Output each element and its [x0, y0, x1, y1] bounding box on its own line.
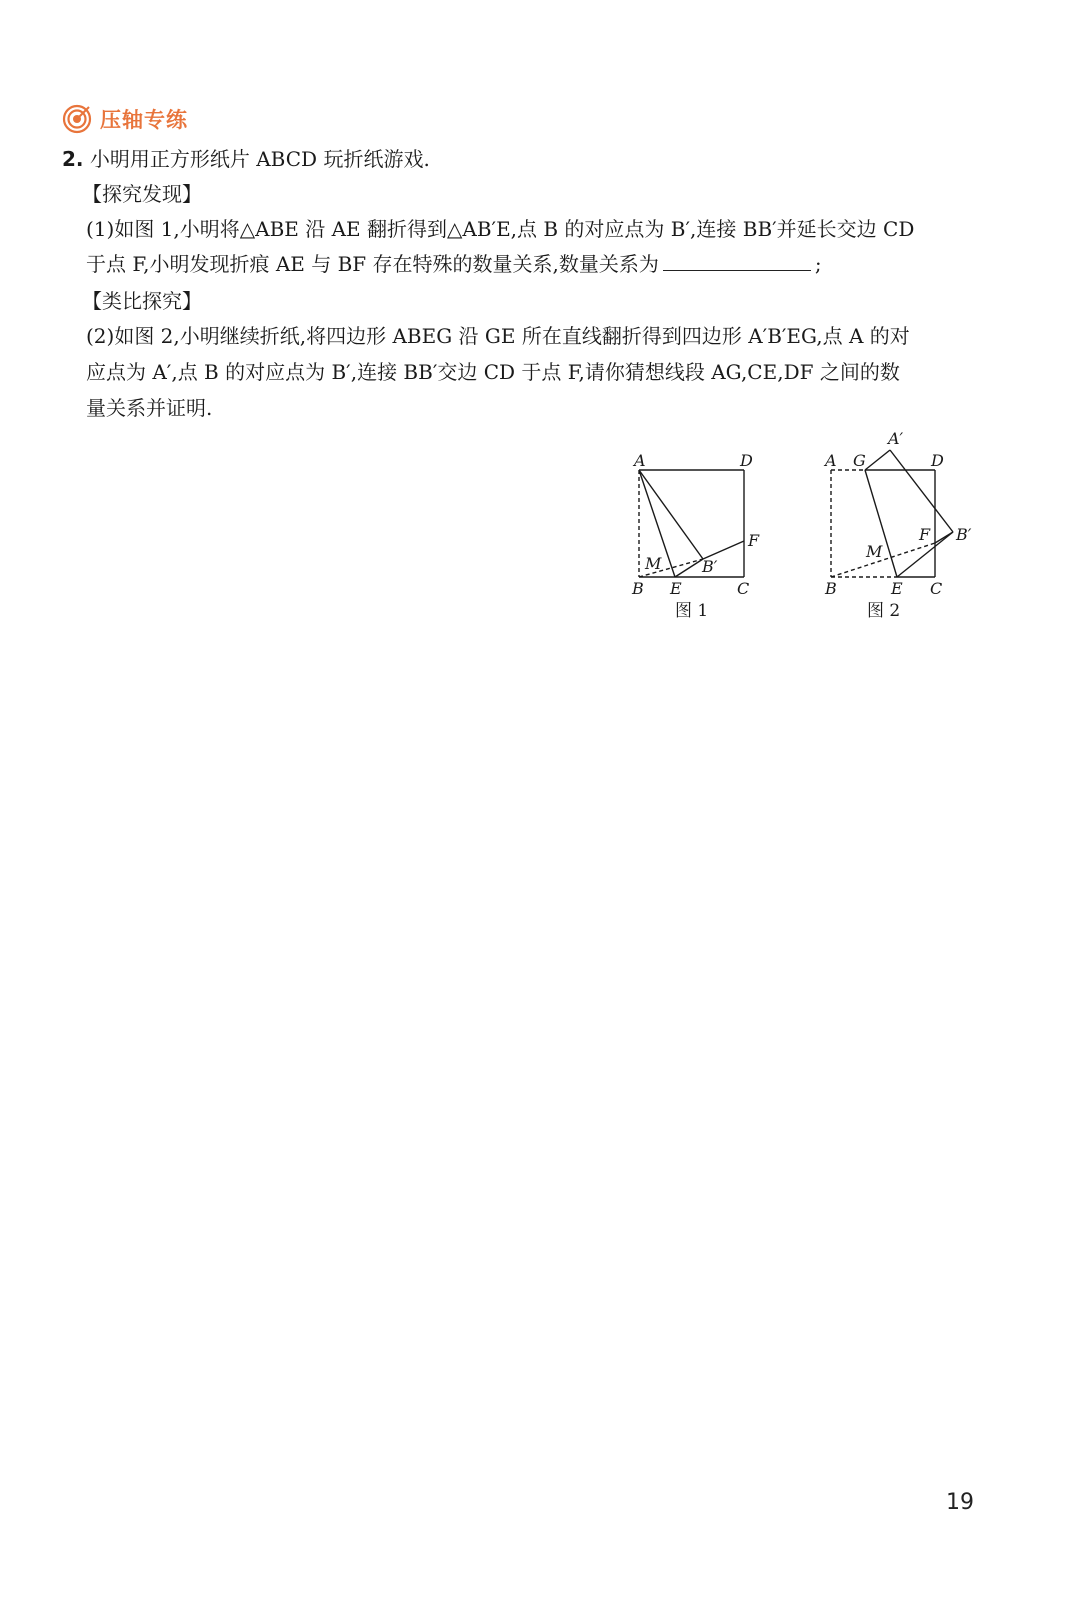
figures [620, 428, 1000, 628]
fig2-label-e: E [891, 579, 903, 598]
part1-line2-end: ; [814, 252, 822, 276]
fig2-seg-bf [831, 543, 935, 577]
part2-heading: 【类比探究】 [82, 289, 202, 313]
page-number: 19 [946, 1490, 974, 1515]
section-header [62, 104, 188, 134]
fig1-seg-ebp [675, 559, 703, 577]
fig1-label-m: M [645, 554, 662, 573]
fig1-seg-abp [639, 470, 703, 559]
answer-blank[interactable] [663, 250, 811, 271]
part1-line2-text: 于点 F,小明发现折痕 AE 与 BF 存在特殊的数量关系,数量关系为 [86, 252, 659, 276]
fig2-seg-fbp [935, 532, 953, 543]
part1-heading: 【探究发现】 [82, 182, 202, 206]
fig1-caption: 图 1 [675, 601, 709, 621]
part1-line2 [86, 250, 822, 278]
part2-line3: 量关系并证明. [86, 396, 213, 420]
fig1-label-f: F [748, 531, 760, 550]
fig1-label-bprime: B′ [702, 557, 718, 576]
problem-number: 2. [62, 147, 84, 171]
fig2-label-c: C [930, 579, 943, 598]
section-title: 压轴专练 [100, 108, 188, 132]
fig1-label-d: D [740, 451, 753, 470]
fig2-label-g: G [853, 451, 866, 470]
problem-intro-line [62, 145, 430, 173]
fig2-caption: 图 2 [867, 601, 901, 621]
fig1-label-c: C [737, 579, 750, 598]
part2-line2: 应点为 A′,点 B 的对应点为 B′,连接 BB′交边 CD 于点 F,请你猜想线段 AG,CE,DF 之间的数 [86, 360, 900, 384]
fig2-label-aprime: A′ [888, 429, 904, 448]
fig2-label-bprime: B′ [956, 525, 972, 544]
target-icon [62, 104, 92, 134]
fig2-label-f: F [919, 525, 931, 544]
fig2-label-a: A [825, 451, 837, 470]
fig1-label-b: B [632, 579, 644, 598]
part2-line1: (2)如图 2,小明继续折纸,将四边形 ABEG 沿 GE 所在直线翻折得到四边形 A′B′EG,点 A 的对 [86, 324, 910, 348]
fig2-label-m: M [866, 542, 883, 561]
fig1-label-a: A [634, 451, 646, 470]
fig2-label-d: D [931, 451, 944, 470]
fig1-label-e: E [670, 579, 682, 598]
part1-line1: (1)如图 1,小明将△ABE 沿 AE 翻折得到△AB′E,点 B 的对应点为 B′,连接 BB′并延长交边 CD [86, 217, 915, 241]
fig2-label-b: B [825, 579, 837, 598]
problem-intro: 小明用正方形纸片 ABCD 玩折纸游戏. [89, 147, 430, 171]
fig2-seg-gap [865, 450, 890, 470]
